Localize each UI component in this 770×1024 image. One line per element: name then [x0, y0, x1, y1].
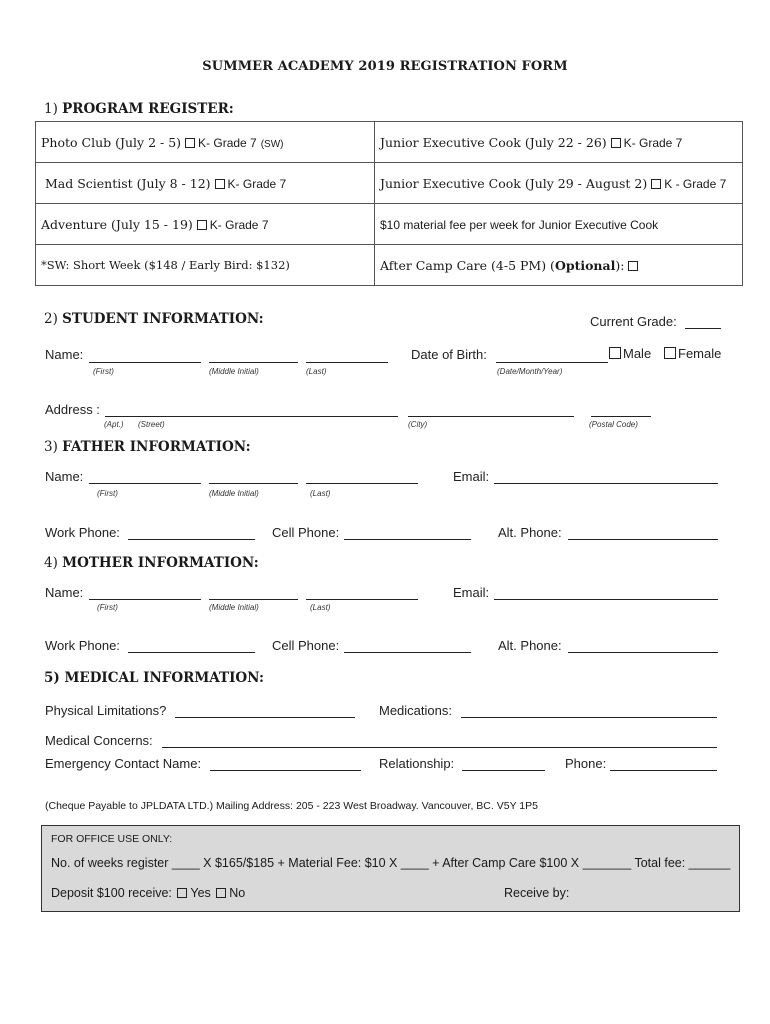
mother-alt-phone-label: Alt. Phone: [498, 638, 562, 653]
dob-label: Date of Birth: [411, 347, 487, 362]
male-option[interactable] [609, 346, 651, 361]
current-grade-label: Current Grade: [590, 314, 677, 329]
street-hint: (Street) [138, 420, 165, 429]
optional-label: Optional [554, 257, 616, 273]
first-hint: (First) [97, 603, 118, 612]
city-field[interactable] [408, 416, 574, 417]
first-hint: (First) [93, 367, 114, 376]
office-use-box [41, 825, 740, 912]
father-middle-initial-field[interactable] [209, 483, 298, 484]
program-cell [36, 245, 375, 286]
section-title: PROGRAM REGISTER: [62, 101, 234, 117]
grade-label: K - Grade 7 [664, 176, 727, 191]
grade-label: K- Grade 7 [623, 135, 683, 150]
mother-work-phone-field[interactable] [128, 652, 255, 653]
emergency-contact-field[interactable] [210, 770, 361, 771]
father-cell-phone-field[interactable] [344, 539, 471, 540]
checkbox[interactable] [651, 179, 661, 189]
middle-hint: (Middle Initial) [209, 489, 259, 498]
checkbox[interactable] [197, 220, 207, 230]
male-label: Male [623, 346, 652, 361]
table-row [36, 204, 743, 245]
program-name: Photo Club (July 2 - 5) [41, 134, 182, 150]
program-cell [375, 245, 743, 286]
program-cell [36, 163, 375, 204]
no-label: No [229, 886, 246, 900]
checkbox[interactable] [664, 347, 676, 359]
section-number: 2) [44, 311, 58, 327]
section-title: MOTHER INFORMATION: [62, 555, 259, 571]
program-name: After Camp Care (4-5 PM) ( [380, 257, 555, 273]
medical-concerns-field[interactable] [162, 747, 717, 748]
mother-name-label: Name: [45, 585, 84, 600]
emergency-contact-label: Emergency Contact Name: [45, 756, 202, 771]
table-row [36, 245, 743, 286]
short-week-note: (SW) [260, 138, 284, 150]
mother-cell-phone-label: Cell Phone: [272, 638, 340, 653]
section-number: 1) [44, 101, 58, 117]
receive-by-label: Receive by: [504, 886, 570, 900]
deposit-label: Deposit $100 receive: [51, 886, 172, 900]
checkbox[interactable] [611, 138, 621, 148]
checkbox[interactable] [215, 179, 225, 189]
program-table [35, 121, 743, 286]
dob-field[interactable] [496, 362, 608, 363]
female-label: Female [678, 346, 722, 361]
mother-cell-phone-field[interactable] [344, 652, 471, 653]
program-name-end: ): [615, 257, 625, 273]
program-name: Junior Executive Cook (July 29 - August 2) [380, 175, 648, 191]
father-work-phone-field[interactable] [128, 539, 255, 540]
mother-work-phone-label: Work Phone: [45, 638, 120, 653]
relationship-label: Relationship: [379, 756, 455, 771]
mother-last-name-field[interactable] [306, 599, 418, 600]
material-fee-note: $10 material fee per week for Junior Executive Cook [380, 217, 659, 232]
section-title: 5) MEDICAL INFORMATION: [44, 670, 265, 686]
program-cell [375, 122, 743, 163]
medical-concerns-label: Medical Concerns: [45, 733, 153, 748]
medications-label: Medications: [379, 703, 452, 718]
mother-alt-phone-field[interactable] [568, 652, 718, 653]
mother-middle-initial-field[interactable] [209, 599, 298, 600]
checkbox[interactable] [628, 261, 638, 271]
middle-hint: (Middle Initial) [209, 603, 259, 612]
mailing-address: (Cheque Payable to JPLDATA LTD.) Mailing Address: 205 - 223 West Broadway. Vancouver, BC. V5Y 1P5 [45, 800, 538, 812]
mother-first-name-field[interactable] [89, 599, 201, 600]
program-name: Mad Scientist (July 8 - 12) [44, 175, 211, 191]
fee-calculation-line: No. of weeks register ____ X $165/$185 + Material Fee: $10 X ____ + After Camp Care $100 X _______ Total fee: ______ [51, 856, 731, 870]
postal-hint: (Postal Code) [589, 420, 638, 429]
section-student-heading [44, 311, 264, 327]
program-name: Junior Executive Cook (July 22 - 26) [380, 134, 607, 150]
section-medical-heading [44, 670, 264, 686]
yes-label: Yes [190, 886, 211, 900]
program-name: Adventure (July 15 - 19) [41, 216, 193, 232]
program-cell [375, 163, 743, 204]
section-title: FATHER INFORMATION: [62, 439, 251, 455]
current-grade-field[interactable] [685, 328, 721, 329]
last-hint: (Last) [306, 367, 327, 376]
father-alt-phone-field[interactable] [568, 539, 718, 540]
section-program-heading [44, 101, 234, 117]
section-father-heading [44, 439, 251, 455]
checkbox[interactable] [216, 888, 226, 898]
student-middle-initial-field[interactable] [209, 362, 298, 363]
mother-email-label: Email: [453, 585, 490, 600]
deposit-line [51, 886, 245, 900]
middle-hint: (Middle Initial) [209, 367, 259, 376]
last-hint: (Last) [310, 489, 331, 498]
grade-label: K- Grade 7 [209, 217, 269, 232]
female-option[interactable] [664, 346, 721, 361]
form-title: SUMMER ACADEMY 2019 REGISTRATION FORM [202, 59, 568, 74]
father-name-label: Name: [45, 469, 84, 484]
table-row [36, 163, 743, 204]
father-email-field[interactable] [494, 483, 718, 484]
relationship-field[interactable] [462, 770, 545, 771]
emergency-phone-field[interactable] [610, 770, 717, 771]
checkbox[interactable] [177, 888, 187, 898]
first-hint: (First) [97, 489, 118, 498]
city-hint: (City) [408, 420, 428, 429]
father-first-name-field[interactable] [89, 483, 201, 484]
address-label: Address : [45, 402, 100, 417]
postal-code-field[interactable] [591, 416, 651, 417]
mother-email-field[interactable] [494, 599, 718, 600]
father-cell-phone-label: Cell Phone: [272, 525, 340, 540]
program-cell [36, 204, 375, 245]
student-first-name-field[interactable] [89, 362, 201, 363]
section-mother-heading [44, 555, 259, 571]
table-row [36, 122, 743, 163]
student-last-name-field[interactable] [306, 362, 388, 363]
street-address-field[interactable] [105, 416, 398, 417]
grade-label: K- Grade 7 [198, 135, 257, 150]
emergency-phone-label: Phone: [565, 756, 607, 771]
program-cell [36, 122, 375, 163]
last-hint: (Last) [310, 603, 331, 612]
student-name-label: Name: [45, 347, 84, 362]
father-alt-phone-label: Alt. Phone: [498, 525, 562, 540]
father-email-label: Email: [453, 469, 490, 484]
grade-label: K- Grade 7 [227, 176, 287, 191]
apt-hint: (Apt.) [104, 420, 124, 429]
short-week-price-note: *SW: Short Week ($148 / Early Bird: $132) [41, 258, 290, 272]
program-cell [375, 204, 743, 245]
section-title: STUDENT INFORMATION: [62, 311, 264, 327]
section-number: 3) [44, 439, 58, 455]
dob-hint: (Date/Month/Year) [497, 367, 563, 376]
physical-limitations-label: Physical Limitations? [45, 703, 167, 718]
father-last-name-field[interactable] [306, 483, 418, 484]
father-work-phone-label: Work Phone: [45, 525, 120, 540]
checkbox[interactable] [185, 138, 195, 148]
section-number: 4) [44, 555, 58, 571]
office-use-heading: FOR OFFICE USE ONLY: [51, 833, 173, 845]
physical-limitations-field[interactable] [175, 717, 355, 718]
medications-field[interactable] [461, 717, 717, 718]
checkbox[interactable] [609, 347, 621, 359]
